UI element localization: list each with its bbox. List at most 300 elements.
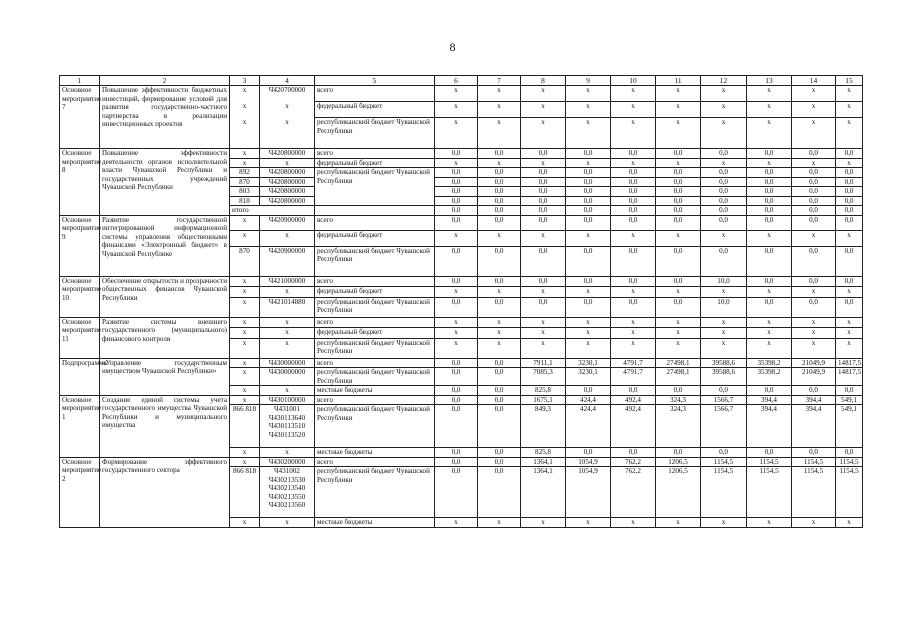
cell-value: 35398,2 [747, 358, 792, 368]
cell-value: x [792, 518, 836, 528]
cell-value: x [566, 86, 611, 102]
table-row [60, 317, 863, 328]
cell-value: x [701, 102, 747, 118]
activity-description: Развитие государственной интегрированной информационной системы управления общественными финансами «Электронный бюджет» в Чувашской Республике [100, 215, 230, 276]
cell-value: x [701, 317, 747, 328]
cell-value: x [230, 118, 260, 149]
source-label: федеральный бюджет [315, 158, 435, 168]
cell-value: 825,8 [521, 386, 566, 396]
cell-value: 0,0 [435, 386, 478, 396]
cell-value: x [792, 102, 836, 118]
cell-value: x [566, 317, 611, 328]
cell-value: x [521, 518, 566, 528]
source-label: всего [315, 276, 435, 287]
cell-value: x [521, 338, 566, 358]
cell-value: 424,4 [566, 405, 611, 448]
cell-value: 0,0 [435, 246, 478, 276]
cell-value: 0,0 [747, 196, 792, 206]
header-cell: 9 [566, 76, 611, 86]
cell-value: Ч430000000 [260, 368, 315, 386]
cell-value: 1154,5 [792, 467, 836, 518]
cell-value: x [230, 297, 260, 317]
cell-value: 0,0 [836, 168, 863, 178]
cell-value: x [836, 102, 863, 118]
cell-value: 1364,1 [521, 457, 566, 467]
cell-value: x [836, 328, 863, 339]
cell-value: x [230, 102, 260, 118]
cell-value: x [230, 328, 260, 339]
cell-value: 0,0 [701, 215, 747, 231]
activity-label: Основное мероприятие 8 [60, 149, 100, 216]
cell-value: 0,0 [792, 187, 836, 197]
subprogram-label: Подпрограмма [60, 358, 100, 395]
cell-value: x [701, 118, 747, 149]
cell-value: 0,0 [521, 187, 566, 197]
cell-value: 0,0 [521, 276, 566, 287]
cell-value: 10,0 [701, 297, 747, 317]
cell-value: 0,0 [792, 276, 836, 287]
cell-value: x [611, 86, 656, 102]
budget-table [59, 75, 863, 528]
cell-value: x [747, 518, 792, 528]
cell-value: 0,0 [656, 276, 701, 287]
cell-value: 0,0 [836, 177, 863, 187]
cell-value: Ч420700000 [260, 86, 315, 102]
cell-value: x [478, 328, 521, 339]
cell-value: 1675,1 [521, 395, 566, 405]
cell-value: 0,0 [792, 215, 836, 231]
cell-value: x [611, 328, 656, 339]
cell-value: x [435, 86, 478, 102]
activity-label: Основное мероприятие 11 [60, 317, 100, 358]
cell-value: x [260, 118, 315, 149]
cell-value: x [521, 328, 566, 339]
cell-value: x [435, 338, 478, 358]
cell-value: x [747, 231, 792, 247]
cell-value: 818 [230, 196, 260, 206]
cell-value: 0,0 [478, 405, 521, 448]
cell-value: x [566, 231, 611, 247]
cell-value: Ч420800000 [260, 187, 315, 197]
source-label: республиканский бюджет Чувашской Республики [315, 168, 435, 206]
cell-value: x [478, 118, 521, 149]
header-cell: 7 [478, 76, 521, 86]
header-cell: 2 [100, 76, 230, 86]
header-cell: 3 [230, 76, 260, 86]
cell-value: 0,0 [435, 215, 478, 231]
cell-value: x [701, 328, 747, 339]
cell-value: x [656, 231, 701, 247]
cell-value: 0,0 [611, 196, 656, 206]
cell-value: 803 [230, 187, 260, 197]
source-label: всего [315, 215, 435, 231]
cell-value: 0,0 [521, 168, 566, 178]
cell-value: 7085,3 [521, 368, 566, 386]
cell-value: 0,0 [435, 276, 478, 287]
cell-value: 0,0 [611, 149, 656, 159]
cell-value: 1206,5 [656, 467, 701, 518]
activity-description: Формирование эффективного государственного сектора [100, 457, 230, 527]
cell-value: x [701, 287, 747, 298]
cell-value: 866 818 [230, 467, 260, 518]
source-label: республиканский бюджет Чувашской Республики [315, 368, 435, 386]
cell-value: x [656, 102, 701, 118]
cell-value: 0,0 [747, 386, 792, 396]
source-label: местные бюджеты [315, 386, 435, 396]
cell-value: 0,0 [747, 177, 792, 187]
cell-value: 0,0 [701, 196, 747, 206]
cell-value: Ч420900000 [260, 215, 315, 231]
cell-value: 0,0 [478, 196, 521, 206]
cell-value: x [230, 448, 260, 458]
cell-value: 0,0 [747, 149, 792, 159]
cell-value: 0,0 [478, 215, 521, 231]
cell-value: 0,0 [747, 246, 792, 276]
cell-value: Ч421014880 [260, 297, 315, 317]
cell-value: 0,0 [836, 196, 863, 206]
cell-value: x [792, 231, 836, 247]
cell-value: x [611, 317, 656, 328]
cell-value: 0,0 [836, 187, 863, 197]
cell-value: x [836, 287, 863, 298]
source-label: местные бюджеты [315, 448, 435, 458]
header-cell: 12 [701, 76, 747, 86]
cell-value: 0,0 [521, 177, 566, 187]
cell-value: x [260, 328, 315, 339]
cell-value: 849,3 [521, 405, 566, 448]
source-label: всего [315, 86, 435, 102]
cell-value: x [260, 448, 315, 458]
cell-value: 0,0 [701, 177, 747, 187]
source-label: всего [315, 395, 435, 405]
cell-value: 0,0 [478, 358, 521, 368]
source-label: всего [315, 457, 435, 467]
source-label: местные бюджеты [315, 518, 435, 528]
cell-value: x [611, 231, 656, 247]
table-row [60, 457, 863, 467]
cell-value: 0,0 [701, 168, 747, 178]
activity-label: Основное мероприятие 1 [60, 395, 100, 457]
cell-value: 0,0 [435, 395, 478, 405]
header-cell: 15 [836, 76, 863, 86]
cell-value: 0,0 [792, 196, 836, 206]
cell-value: 0,0 [435, 297, 478, 317]
cell-value: 21049,9 [792, 368, 836, 386]
cell-value: x [566, 102, 611, 118]
header-cell: 11 [656, 76, 701, 86]
cell-value: x [701, 518, 747, 528]
cell-value: 0,0 [611, 168, 656, 178]
cell-value: 0,0 [792, 206, 836, 216]
cell-value: 0,0 [521, 206, 566, 216]
cell-value: 1206,5 [656, 457, 701, 467]
cell-value: 0,0 [478, 386, 521, 396]
cell-value: 0,0 [792, 246, 836, 276]
cell-value: x [230, 215, 260, 231]
cell-value: x [435, 231, 478, 247]
cell-value: x [747, 158, 792, 168]
cell-value: x [478, 231, 521, 247]
cell-value: x [478, 317, 521, 328]
cell-value: 0,0 [478, 276, 521, 287]
cell-value: x [260, 231, 315, 247]
cell-value: Ч420900000 [260, 246, 315, 276]
cell-value: 0,0 [836, 448, 863, 458]
cell-value: 1154,5 [747, 457, 792, 467]
source-label: республиканский бюджет Чувашской Республики [315, 297, 435, 317]
cell-value: x [566, 338, 611, 358]
cell-value: 3230,1 [566, 358, 611, 368]
cell-value: 1154,5 [836, 457, 863, 467]
subprogram-description: «Управление государственным имуществом Чувашской Республики» [100, 358, 230, 395]
activity-description: Создание единой системы учета государственного имущества Чувашской Республики и муниципального имущества [100, 395, 230, 457]
cell-value: x [792, 287, 836, 298]
cell-value: x [435, 328, 478, 339]
activity-description: Развитие системы внешнего государственного (муниципального) финансового контроля [100, 317, 230, 358]
cell-value: 4791,7 [611, 368, 656, 386]
cell-value: 0,0 [566, 386, 611, 396]
cell-value: 1566,7 [701, 395, 747, 405]
activity-label: Основное мероприятие 7 [60, 86, 100, 149]
cell-value: 0,0 [611, 297, 656, 317]
cell-value: 0,0 [611, 206, 656, 216]
cell-value: 0,0 [478, 177, 521, 187]
source-label: республиканский бюджет Чувашской Республики [315, 405, 435, 448]
cell-value: 1054,9 [566, 467, 611, 518]
cell-value: x [521, 287, 566, 298]
cell-value: x [656, 317, 701, 328]
cell-value: 1054,9 [566, 457, 611, 467]
source-label: республиканский бюджет Чувашской Республики [315, 118, 435, 149]
activity-description: Обеспечение открытости и прозрачности общественных финансов Чувашской Республики [100, 276, 230, 317]
cell-value: x [656, 86, 701, 102]
header-row [60, 76, 863, 86]
cell-value: x [611, 287, 656, 298]
cell-value: 0,0 [566, 196, 611, 206]
cell-value: 0,0 [656, 206, 701, 216]
table-row [60, 358, 863, 368]
cell-value: 0,0 [656, 149, 701, 159]
cell-value: x [656, 118, 701, 149]
cell-value: x [656, 518, 701, 528]
cell-value: 549,1 [836, 395, 863, 405]
cell-value: 492,4 [611, 395, 656, 405]
cell-value: 394,4 [747, 405, 792, 448]
cell-value: 14817,5 [836, 368, 863, 386]
cell-value: x [230, 338, 260, 358]
cell-value: x [478, 518, 521, 528]
cell-value: 0,0 [521, 246, 566, 276]
cell-value: 0,0 [478, 297, 521, 317]
cell-value: 0,0 [836, 215, 863, 231]
table-row [60, 276, 863, 287]
cell-value: x [656, 158, 701, 168]
cell-value: 549,1 [836, 405, 863, 448]
cell-value: 21049,9 [792, 358, 836, 368]
cell-value: 27498,1 [656, 368, 701, 386]
cell-value: x [836, 86, 863, 102]
cell-value: x [230, 158, 260, 168]
cell-value: x [230, 86, 260, 102]
header-cell: 6 [435, 76, 478, 86]
cell-value: 0,0 [701, 246, 747, 276]
cell-value: x [747, 328, 792, 339]
cell-value: 0,0 [435, 196, 478, 206]
cell-value: 0,0 [611, 386, 656, 396]
cell-value: x [478, 338, 521, 358]
cell-value: 0,0 [836, 206, 863, 216]
page-number: 8 [449, 40, 456, 54]
cell-value: x [747, 317, 792, 328]
cell-value: 0,0 [435, 187, 478, 197]
cell-value: 3230,1 [566, 368, 611, 386]
cell-value: 0,0 [611, 276, 656, 287]
cell-value: x [656, 338, 701, 358]
cell-value: 0,0 [747, 276, 792, 287]
table-row [60, 395, 863, 405]
activity-description: Повышение эффективности бюджетных инвестиций, формирование условий для развития государственно-частного партнерства в реализации инвестиционных проектов [100, 86, 230, 149]
cell-value: x [230, 457, 260, 467]
cell-value: x [611, 118, 656, 149]
cell-value: x [656, 328, 701, 339]
activity-label: Основное мероприятие 10 [60, 276, 100, 317]
cell-value: x [747, 338, 792, 358]
table-row [60, 215, 863, 231]
cell-value: x [478, 287, 521, 298]
cell-value: 0,0 [656, 246, 701, 276]
cell-value: 0,0 [836, 297, 863, 317]
cell-value: x [230, 386, 260, 396]
cell-value: x [435, 158, 478, 168]
cell-value: 10,0 [701, 276, 747, 287]
cell-value: x [792, 158, 836, 168]
cell-value: x [747, 118, 792, 149]
cell-value: 0,0 [478, 246, 521, 276]
cell-value: 0,0 [747, 206, 792, 216]
cell-value: x [260, 338, 315, 358]
cell-value: 0,0 [701, 448, 747, 458]
cell-value: 4791,7 [611, 358, 656, 368]
cell-value: 0,0 [521, 297, 566, 317]
source-label: федеральный бюджет [315, 328, 435, 339]
cell-value: x [611, 518, 656, 528]
cell-value: 1566,7 [701, 405, 747, 448]
activity-label: Основное мероприятие 9 [60, 215, 100, 276]
cell-value: 0,0 [747, 168, 792, 178]
cell-value: x [792, 338, 836, 358]
cell-value: x [260, 158, 315, 168]
cell-value: x [435, 118, 478, 149]
cell-value: 0,0 [701, 187, 747, 197]
cell-value: 0,0 [701, 206, 747, 216]
cell-value: x [521, 102, 566, 118]
cell-value: x [747, 287, 792, 298]
cell-value: x [230, 287, 260, 298]
cell-value: 0,0 [478, 206, 521, 216]
cell-value: 0,0 [836, 246, 863, 276]
cell-value: Ч420800000 [260, 168, 315, 178]
cell-value: x [611, 338, 656, 358]
cell-value: 35398,2 [747, 368, 792, 386]
cell-value: 0,0 [792, 168, 836, 178]
cell-value: 1154,5 [701, 457, 747, 467]
cell-value: 0,0 [478, 448, 521, 458]
source-label: федеральный бюджет [315, 287, 435, 298]
cell-value: 870 [230, 177, 260, 187]
cell-value: x [792, 118, 836, 149]
cell-value: 0,0 [521, 149, 566, 159]
source-label: республиканский бюджет Чувашской Республики [315, 467, 435, 518]
cell-value: Ч431002 Ч430213530 Ч430213540 Ч430213550 Ч430213560 [260, 467, 315, 518]
cell-value: x [836, 231, 863, 247]
cell-value: 0,0 [478, 187, 521, 197]
cell-value: 394,4 [792, 395, 836, 405]
source-label: федеральный бюджет [315, 231, 435, 247]
cell-value: x [478, 158, 521, 168]
cell-value: 1154,5 [836, 467, 863, 518]
cell-value: x [435, 102, 478, 118]
cell-value: 0,0 [566, 276, 611, 287]
cell-value: 0,0 [435, 448, 478, 458]
cell-value: 0,0 [435, 358, 478, 368]
cell-value: x [611, 102, 656, 118]
cell-value: x [566, 158, 611, 168]
cell-value: x [611, 158, 656, 168]
cell-value: 1154,5 [701, 467, 747, 518]
cell-value: x [230, 317, 260, 328]
cell-value: 1154,5 [792, 457, 836, 467]
cell-value: Ч430200000 [260, 457, 315, 467]
cell-value: x [230, 368, 260, 386]
cell-value: 0,0 [435, 206, 478, 216]
header-cell: 10 [611, 76, 656, 86]
cell-value: x [656, 287, 701, 298]
header-cell: 4 [260, 76, 315, 86]
cell-value: x [521, 86, 566, 102]
cell-value: 0,0 [566, 448, 611, 458]
cell-value: x [747, 86, 792, 102]
cell-value: 324,3 [656, 405, 701, 448]
cell-value: 0,0 [521, 215, 566, 231]
cell-value: Ч420800000 [260, 196, 315, 206]
cell-value: 324,3 [656, 395, 701, 405]
cell-value: 0,0 [792, 177, 836, 187]
cell-value: 492,4 [611, 405, 656, 448]
cell-value: 0,0 [701, 149, 747, 159]
activity-description: Повышение эффективности деятельности органов исполнительной власти Чувашской Республики и государственных учреждений Чувашской Республики [100, 149, 230, 216]
cell-value: x [792, 328, 836, 339]
cell-value: 0,0 [656, 187, 701, 197]
cell-value: 0,0 [656, 386, 701, 396]
cell-value: x [836, 317, 863, 328]
cell-value: Ч430100000 [260, 395, 315, 405]
cell-value: x [260, 518, 315, 528]
cell-value: x [566, 328, 611, 339]
cell-value: 0,0 [656, 177, 701, 187]
cell-value: 0,0 [478, 168, 521, 178]
cell-value: 0,0 [701, 386, 747, 396]
table-row [60, 149, 863, 159]
cell-value: 0,0 [656, 297, 701, 317]
cell-value: Ч430000000 [260, 358, 315, 368]
cell-value: 0,0 [747, 448, 792, 458]
cell-value: Ч420800000 [260, 177, 315, 187]
cell-value: 394,4 [747, 395, 792, 405]
cell-value: Ч431001 Ч430113640 Ч430113510 Ч430113520 [260, 405, 315, 448]
cell-value: 0,0 [478, 457, 521, 467]
cell-value: 0,0 [656, 196, 701, 206]
cell-value: 825,8 [521, 448, 566, 458]
